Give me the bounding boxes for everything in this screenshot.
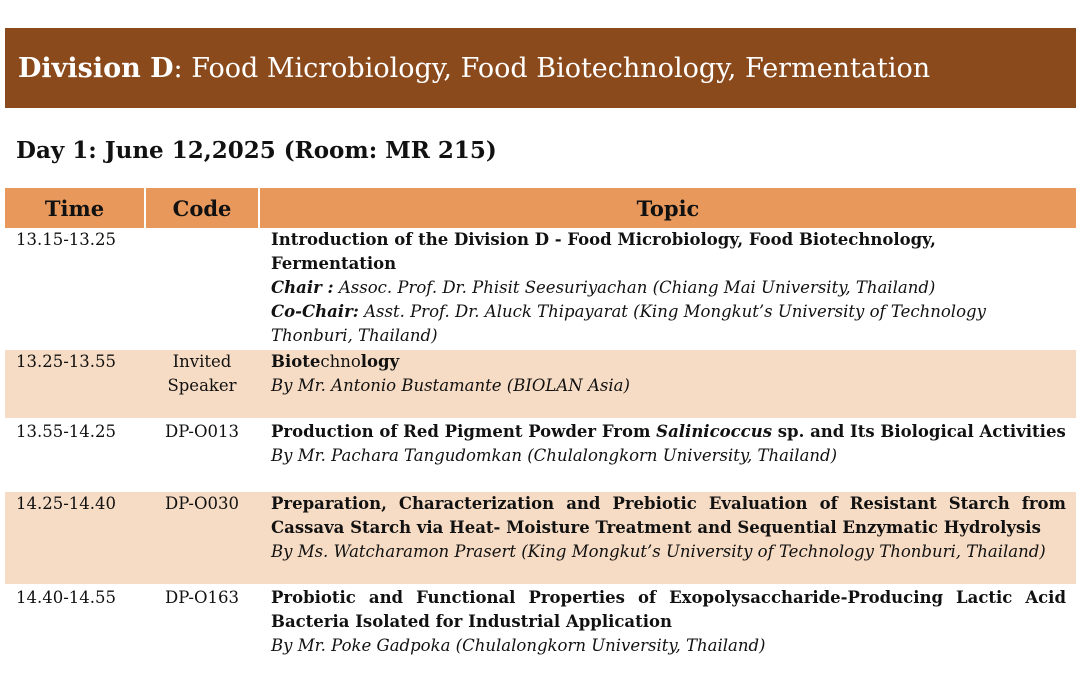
row-code: DP-O163 [145,585,259,671]
column-header-time: Time [5,188,145,228]
row-topic [259,349,1076,419]
row-topic [259,228,1076,349]
row-code: DP-O030 [145,491,259,585]
speaker-line: By Ms. Watcharamon Prasert (King Mongkut’s University of Technology Thonburi, Thailand) [271,542,1046,561]
title-part: logy [360,352,400,371]
row-code [145,349,259,419]
column-header-topic: Topic [259,188,1076,228]
row-time: 13.15-13.25 [16,230,117,249]
speaker-line: By Mr. Pachara Tangudomkan (Chulalongkorn University, Thailand) [271,446,838,465]
title-part: chno [320,352,361,371]
code-line: Invited [172,352,232,371]
schedule-table [5,188,1076,671]
cochair-name: Asst. Prof. Dr. Aluck Thipayarat (King Mongkut’s University of Technology Thonburi, Thailand) [271,302,986,345]
speaker-line: By Mr. Poke Gadpoka (Chulalongkorn University, Thailand) [271,636,766,655]
row-time: 14.40-14.55 [5,585,145,671]
row-time: 13.25-13.55 [5,349,145,419]
row-topic [259,419,1076,491]
session-title: Preparation, Characterization and Prebiotic Evaluation of Resistant Starch from Cassava Starch via Heat- Moisture Treatment and Sequential Enzymatic Hydrolysis [271,494,1066,537]
title-italic: Salinicoccus [656,422,773,441]
session-title: Probiotic and Functional Properties of Exopolysaccharide-Producing Lactic Acid Bacteria Isolated for Industrial Application [271,588,1066,631]
title-part: Biote [271,352,321,371]
division-title [18,53,930,84]
row-topic [259,491,1076,585]
code-line: Speaker [167,376,237,395]
row-code [145,228,259,349]
table-row [5,585,1076,671]
table-row [5,419,1076,491]
table-row [5,228,1076,349]
chair-name: Assoc. Prof. Dr. Phisit Seesuriyachan (Chiang Mai University, Thailand) [333,278,936,297]
cochair-line [271,300,1066,348]
session-title [271,420,1066,444]
day-heading: Day 1: June 12,2025 (Room: MR 215) [16,137,497,164]
division-subtitle: : Food Microbiology, Food Biotechnology, Fermentation [173,52,931,84]
division-label: Division D [18,52,174,84]
row-code: DP-O013 [145,419,259,491]
cochair-label: Co-Chair: [271,302,359,321]
chair-line [271,276,1066,300]
row-topic [259,585,1076,671]
division-banner [5,28,1076,108]
row-time: 14.25-14.40 [5,491,145,585]
table-header-row [5,188,1076,228]
table-row [5,349,1076,419]
chair-label: Chair : [271,278,334,297]
column-header-code: Code [145,188,259,228]
speaker-line: By Mr. Antonio Bustamante (BIOLAN Asia) [271,376,630,395]
title-part: sp. and Its Biological Activities [772,422,1066,441]
session-title: Introduction of the Division D - Food Microbiology, Food Biotechnology, Fermentation [271,230,936,273]
table-row [5,491,1076,585]
row-time: 13.55-14.25 [5,419,145,491]
title-part: Production of Red Pigment Powder From [271,422,657,441]
session-title [271,350,1066,374]
